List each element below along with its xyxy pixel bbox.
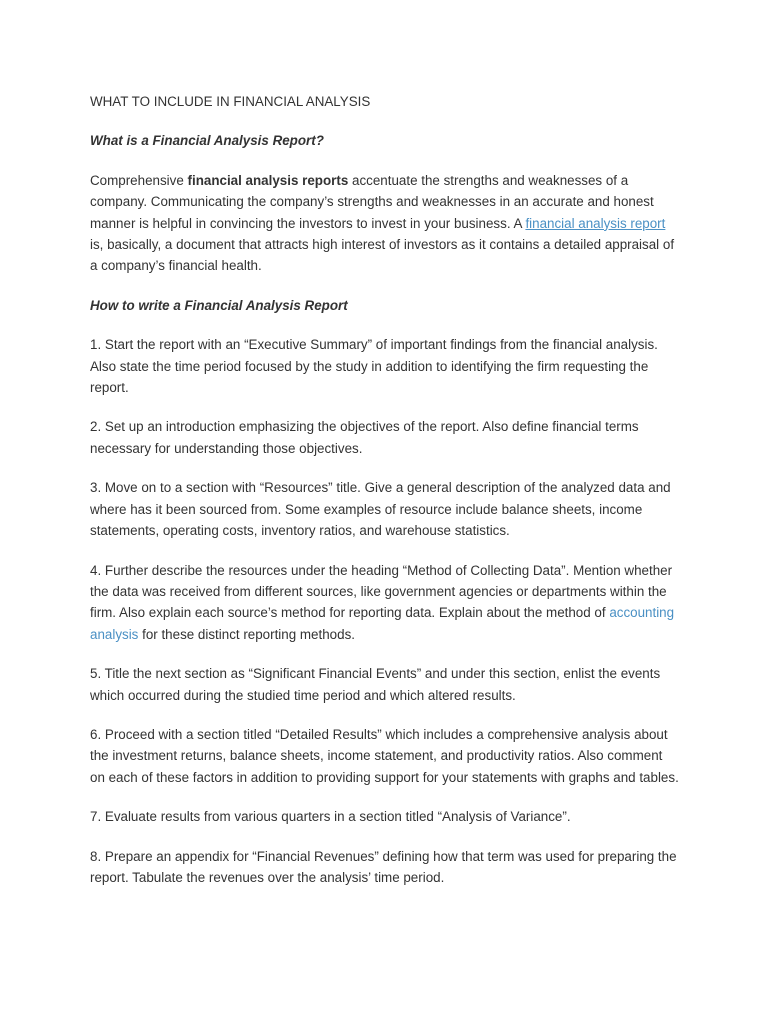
step-7: 7. Evaluate results from various quarters in a section titled “Analysis of Variance”. — [90, 809, 571, 825]
document-title: WHAT TO INCLUDE IN FINANCIAL ANALYSIS — [90, 94, 371, 109]
step-3: 3. Move on to a section with “Resources” title. Give a general description of the analyzed data and where has it been sourced from. Some examples of resource include balance sheets, income statements, operating costs, inventory ratios, and warehouse statistics. — [90, 480, 671, 539]
heading-what-is-report: What is a Financial Analysis Report? — [90, 133, 324, 149]
step-4 — [90, 560, 680, 646]
intro-bold-term: financial analysis reports — [187, 172, 349, 188]
step-4-text-a: 4. Further describe the resources under the heading “Method of Collecting Data”. Mention whether the data was received from different sources, like government agencies or departments within the firm. Also explain each source’s method for reporting data. Explain about the method of — [90, 562, 673, 621]
intro-text-2: accentuate the strengths and weaknesses of a company. Communicating the company’s strengths and weaknesses in an accurate and honest manner is helpful in convincing the investors to invest in your business. A — [90, 172, 654, 231]
document-page — [90, 91, 680, 906]
accounting-analysis-link[interactable]: accounting analysis — [90, 605, 675, 642]
step-1: 1. Start the report with an “Executive Summary” of important findings from the financial analysis. Also state the time period focused by the study in addition to identifying the firm requesting the report. — [90, 337, 658, 396]
heading-how-to-write: How to write a Financial Analysis Report — [90, 297, 348, 313]
step-2: 2. Set up an introduction emphasizing the objectives of the report. Also define financial terms necessary for understanding those objectives. — [90, 419, 639, 456]
step-6: 6. Proceed with a section titled “Detailed Results” which includes a comprehensive analysis about the investment returns, balance sheets, income statement, and productivity ratios. Also comment on each of these factors in addition to providing support for your statements with graphs and tables. — [90, 726, 679, 785]
financial-analysis-report-link[interactable]: financial analysis report — [525, 215, 666, 231]
intro-text-1: Comprehensive — [90, 172, 188, 188]
intro-text-3: is, basically, a document that attracts high interest of investors as it contains a detailed appraisal of a company’s financial health. — [90, 237, 675, 274]
step-4-text-b: for these distinct reporting methods. — [138, 626, 355, 642]
step-5: 5. Title the next section as “Significant Financial Events” and under this section, enlist the events which occurred during the studied time period and which altered results. — [90, 666, 661, 703]
intro-paragraph — [90, 170, 680, 277]
step-8: 8. Prepare an appendix for “Financial Revenues” defining how that term was used for preparing the report. Tabulate the revenues over the analysis’ time period. — [90, 848, 677, 885]
